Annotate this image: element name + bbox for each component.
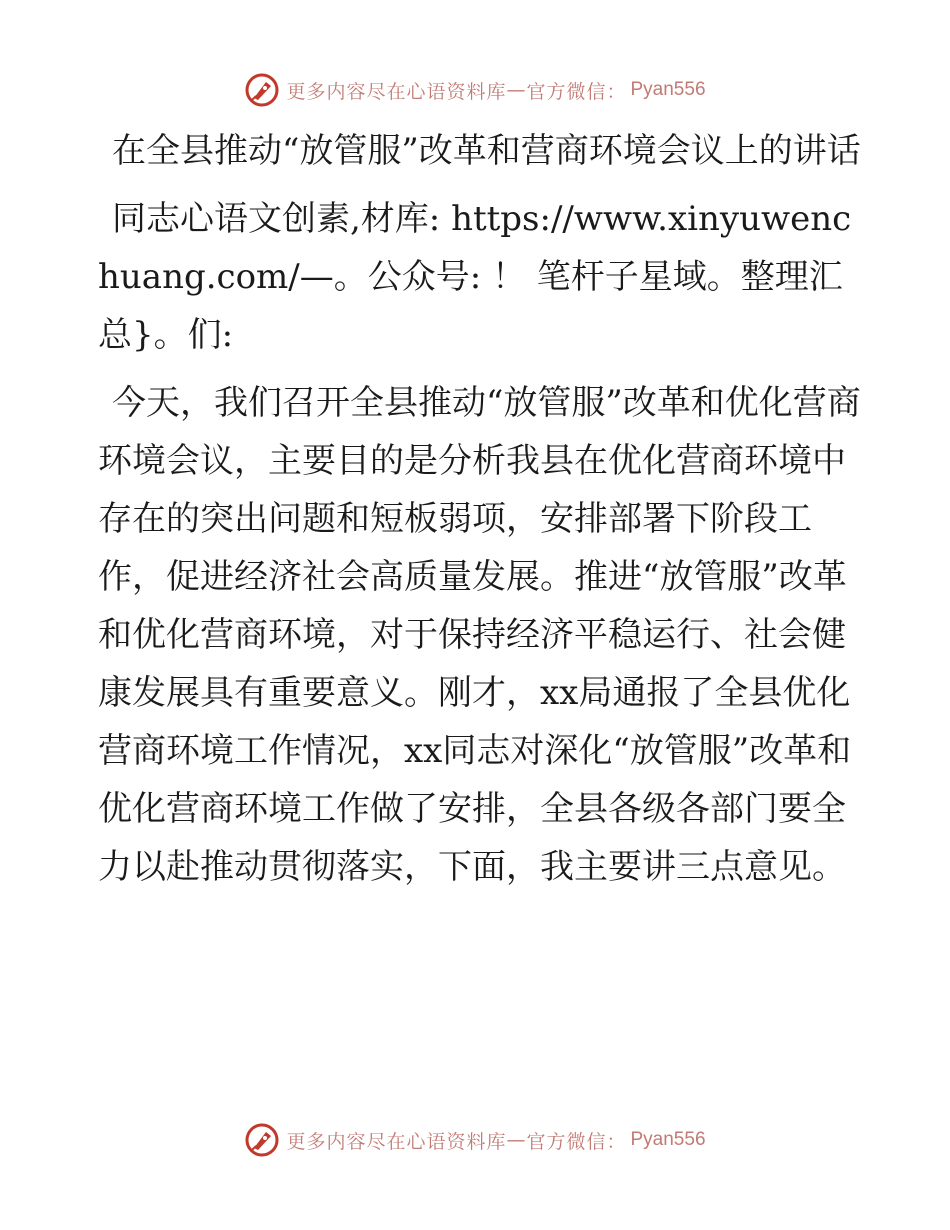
footer-banner [0, 1120, 950, 1160]
header-banner [0, 70, 950, 110]
document-title [98, 122, 868, 180]
pen-nib-logo-icon [244, 72, 280, 108]
salutation-text: 同志心语文创素,材库: https://www.xinyuwenchuang.com/—。公众号: ！ 笔杆子星域。整理汇总}。们: [98, 199, 852, 355]
salutation-paragraph [98, 190, 868, 364]
banner-separator: — [506, 1129, 527, 1151]
banner-wechat-id: Pyan556 [630, 79, 706, 100]
document-title-text: 在全县推动“放管服”改革和营商环境会议上的讲话 [112, 131, 861, 171]
body-paragraph [98, 374, 868, 896]
banner-tagline: 更多内容尽在心语资料库 [286, 80, 507, 103]
banner-tagline: 更多内容尽在心语资料库 [286, 1130, 507, 1153]
pen-nib-logo-icon [244, 1122, 280, 1158]
banner-wechat-id: Pyan556 [630, 1129, 706, 1150]
document-body [98, 122, 868, 896]
banner-wechat-label: 官方微信： [526, 80, 627, 103]
body-text: 今天，我们召开全县推动“放管服”改革和优化营商环境会议，主要目的是分析我县在优化营商环境中存在的突出问题和短板弱项，安排部署下阶段工作，促进经济社会高质量发展。推进“放管服”改革和优化营商环境，对于保持经济平稳运行、社会健康发展具有重要意义。刚才，xx局通报了全县优化营商环境工作情况，xx同志对深化“放管服”改革和优化营商环境工作做了安排，全县各级各部门要全力以赴推动贯彻落实，下面，我主要讲三点意见。 [98, 383, 861, 887]
banner-wechat-label: 官方微信： [526, 1130, 627, 1153]
banner-separator: — [506, 79, 527, 101]
